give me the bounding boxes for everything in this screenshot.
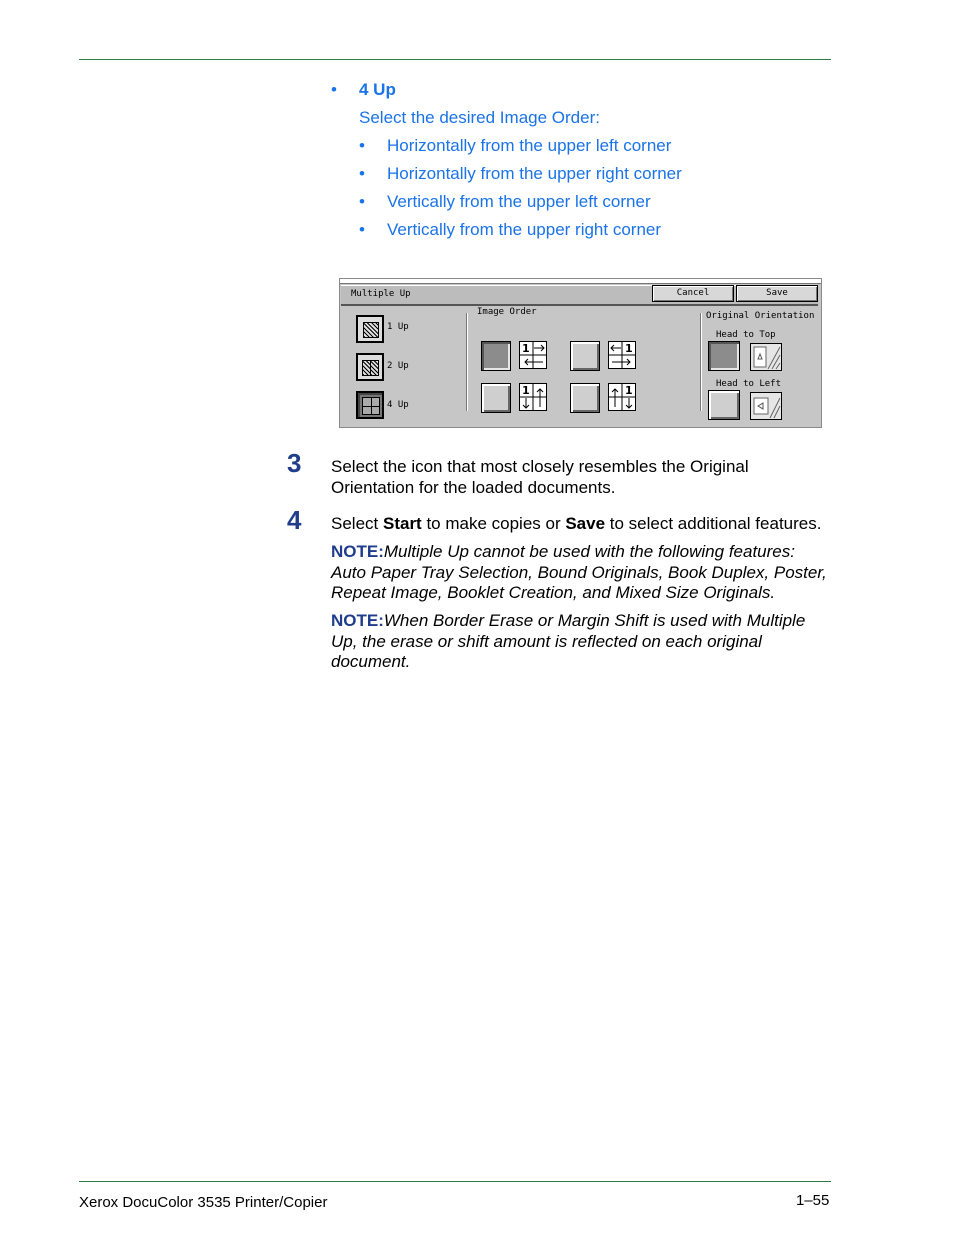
- single-page-icon: [363, 322, 379, 338]
- image-order-item: Vertically from the upper left corner: [387, 192, 651, 211]
- head-to-top-button[interactable]: [708, 341, 740, 371]
- step-4-text-mid: to make copies or: [421, 514, 566, 533]
- order-v-upper-left-icon: [519, 383, 547, 411]
- save-button[interactable]: Save: [736, 285, 818, 302]
- order-v-upper-left-button[interactable]: [481, 383, 511, 413]
- image-order-item: Horizontally from the upper left corner: [387, 136, 672, 155]
- step-4-text-pre: Select: [331, 514, 383, 533]
- header-rule: [79, 59, 831, 60]
- footer-product-name: Xerox DocuColor 3535 Printer/Copier: [79, 1194, 328, 1211]
- divider: [700, 313, 702, 411]
- bullet: •: [359, 164, 365, 183]
- order-v-upper-right-icon: [608, 383, 636, 411]
- note-text: Multiple Up cannot be used with the following features: Auto Paper Tray Selection, Bound Originals, Book Duplex, Poster, Repeat Image, Booklet Creation, and Mixed Size Originals.: [331, 542, 827, 602]
- svg-text:1: 1: [522, 342, 530, 355]
- image-order-item: Vertically from the upper right corner: [387, 220, 662, 239]
- bullet: •: [359, 220, 365, 239]
- svg-text:1: 1: [625, 342, 633, 355]
- image-order-intro: Select the desired Image Order:: [359, 108, 600, 127]
- step-4-text: [331, 514, 841, 535]
- order-h-upper-right-button[interactable]: [570, 341, 600, 371]
- two-page-icon: [370, 360, 379, 376]
- order-h-upper-left-icon: [519, 341, 547, 369]
- option-4up-button[interactable]: [356, 391, 384, 419]
- multiple-up-screen: [339, 278, 822, 428]
- bullet: •: [359, 192, 365, 211]
- image-order-label: Image Order: [477, 307, 537, 317]
- start-keyword: Start: [382, 514, 422, 533]
- orientation-label: Original Orientation: [706, 311, 815, 321]
- option-1up-label: 1 Up: [387, 322, 409, 332]
- step-number: 3: [287, 448, 302, 478]
- divider: [466, 313, 468, 411]
- four-page-icon: [362, 397, 380, 415]
- option-2up-button[interactable]: [356, 353, 384, 381]
- option-1up-button[interactable]: [356, 315, 384, 343]
- step-number: 4: [287, 505, 302, 535]
- option-2up-label: 2 Up: [387, 361, 409, 371]
- head-to-top-label: Head to Top: [716, 330, 776, 340]
- order-h-upper-right-icon: [608, 341, 636, 369]
- order-h-upper-left-button[interactable]: [481, 341, 511, 371]
- svg-text:1: 1: [625, 384, 633, 397]
- cancel-button[interactable]: Cancel: [652, 285, 734, 302]
- landscape-document-icon: [750, 392, 782, 420]
- step-4-text-post: to select additional features.: [605, 514, 822, 533]
- footer-page-number: 1–55: [796, 1192, 830, 1209]
- svg-text:1: 1: [522, 384, 530, 397]
- screen-top-edge: [340, 279, 821, 284]
- screen-title: Multiple Up: [351, 289, 411, 299]
- head-to-left-button[interactable]: [708, 390, 740, 420]
- image-order-item: Horizontally from the upper right corner: [387, 164, 682, 183]
- step-3-text: Select the icon that most closely resembles the Original Orientation for the loaded documents.: [331, 457, 749, 497]
- bullet: •: [359, 136, 365, 155]
- bullet: •: [331, 80, 337, 99]
- order-v-upper-right-button[interactable]: [570, 383, 600, 413]
- note-1: [331, 542, 831, 604]
- note-2: [331, 611, 821, 673]
- option-4up-label: 4 Up: [387, 400, 409, 410]
- portrait-document-icon: [750, 343, 782, 371]
- save-keyword: Save: [565, 514, 606, 533]
- option-4up-heading: 4 Up: [359, 80, 396, 99]
- head-to-left-label: Head to Left: [716, 379, 782, 389]
- note-label: NOTE:: [331, 611, 384, 630]
- note-text: When Border Erase or Margin Shift is used with Multiple Up, the erase or shift amount is reflected on each original document.: [331, 611, 806, 671]
- footer-rule: [79, 1181, 831, 1182]
- note-label: NOTE:: [331, 542, 384, 561]
